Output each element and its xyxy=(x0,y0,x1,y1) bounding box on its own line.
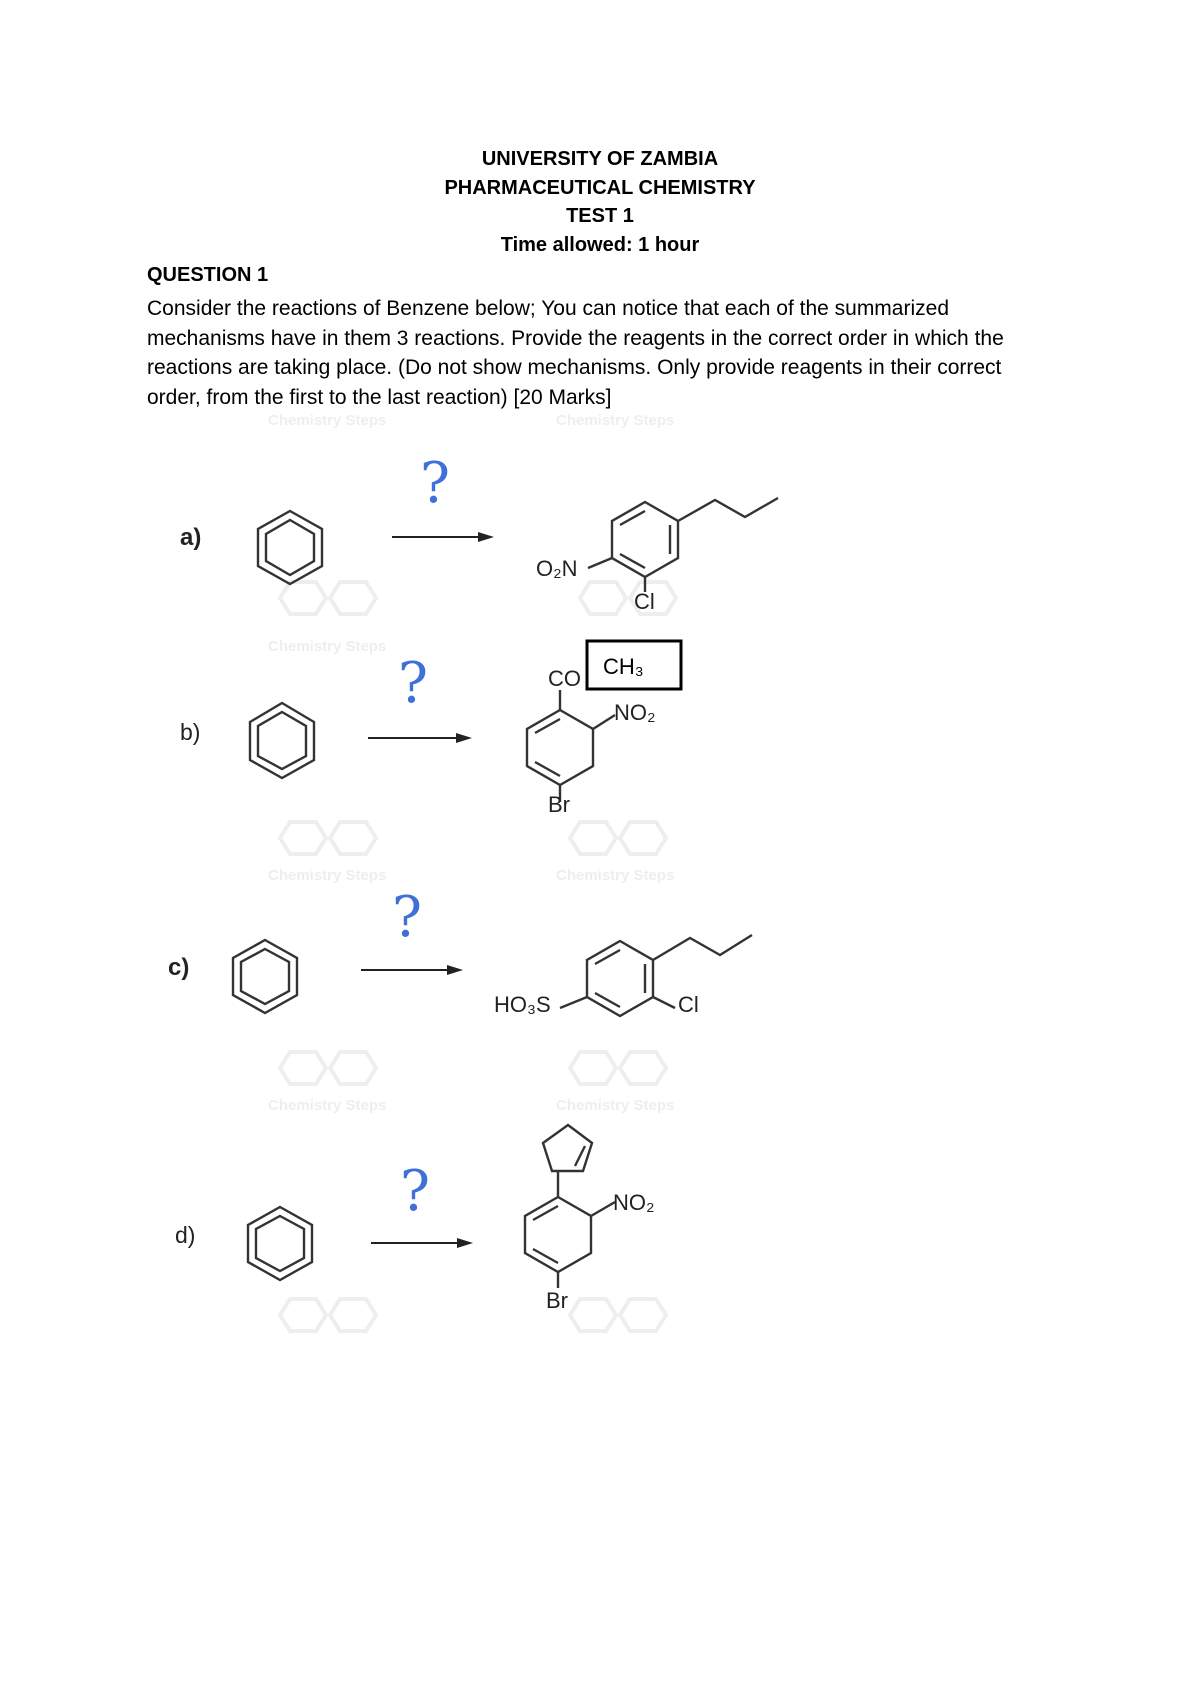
substituent-nitro: NO₂ xyxy=(613,1190,655,1215)
benzene-ring xyxy=(248,1207,312,1280)
substituent-nitro: NO₂ xyxy=(614,700,656,725)
product-c xyxy=(494,935,752,1017)
reaction-label: d) xyxy=(175,1222,196,1248)
substituent-carbonyl: CO xyxy=(548,666,581,691)
question-mark: ? xyxy=(398,651,429,716)
substituent-chloro: Cl xyxy=(634,589,655,614)
substituent-nitro: O₂N xyxy=(536,556,578,581)
reaction-label: a) xyxy=(180,524,202,551)
reaction-label: c) xyxy=(168,954,190,981)
substituent-bromo: Br xyxy=(548,792,570,817)
reaction-d xyxy=(175,1125,655,1313)
watermark-text: Chemistry Steps xyxy=(268,867,387,884)
substituent-chloro: Cl xyxy=(678,992,699,1017)
question-title: QUESTION 1 xyxy=(147,264,269,286)
reaction-label: b) xyxy=(180,719,201,745)
question-body: Consider the reactions of Benzene below; You can notice that each of the summarized mechanisms have in them 3 reactions. Provide the reagents in the correct order in which the reactions are taking place. (Do not show mechanisms. Only provide reagents in their correct order, from the first to the last reaction) [20 Marks] xyxy=(147,297,1004,409)
watermark-text: Chemistry Steps xyxy=(556,412,675,429)
question-mark: ? xyxy=(392,885,423,950)
benzene-ring xyxy=(250,703,314,778)
watermark-text: Chemistry Steps xyxy=(268,412,387,429)
substituent-sulfonic-acid: HO₃S xyxy=(494,992,551,1017)
reaction-b xyxy=(180,641,681,817)
course-name: PHARMACEUTICAL CHEMISTRY xyxy=(444,176,756,199)
product-d xyxy=(525,1125,655,1313)
question-mark: ? xyxy=(400,1159,431,1224)
substituent-methyl: CH₃ xyxy=(603,654,644,679)
watermark-logos xyxy=(280,582,676,1331)
product-a xyxy=(536,498,778,614)
watermark-text: Chemistry Steps xyxy=(556,867,675,884)
reaction-c xyxy=(168,885,752,1017)
benzene-ring xyxy=(258,511,322,584)
test-title: TEST 1 xyxy=(566,205,634,227)
watermark-text: Chemistry Steps xyxy=(556,1097,675,1114)
substituent-bromo: Br xyxy=(546,1288,568,1313)
watermark-text: Chemistry Steps xyxy=(268,1097,387,1114)
benzene-ring xyxy=(233,940,297,1013)
watermark-text: Chemistry Steps xyxy=(268,638,387,655)
reaction-a xyxy=(180,451,778,614)
university-name: UNIVERSITY OF ZAMBIA xyxy=(481,148,719,170)
time-allowed: Time allowed: 1 hour xyxy=(500,233,700,256)
question-mark: ? xyxy=(420,451,451,516)
